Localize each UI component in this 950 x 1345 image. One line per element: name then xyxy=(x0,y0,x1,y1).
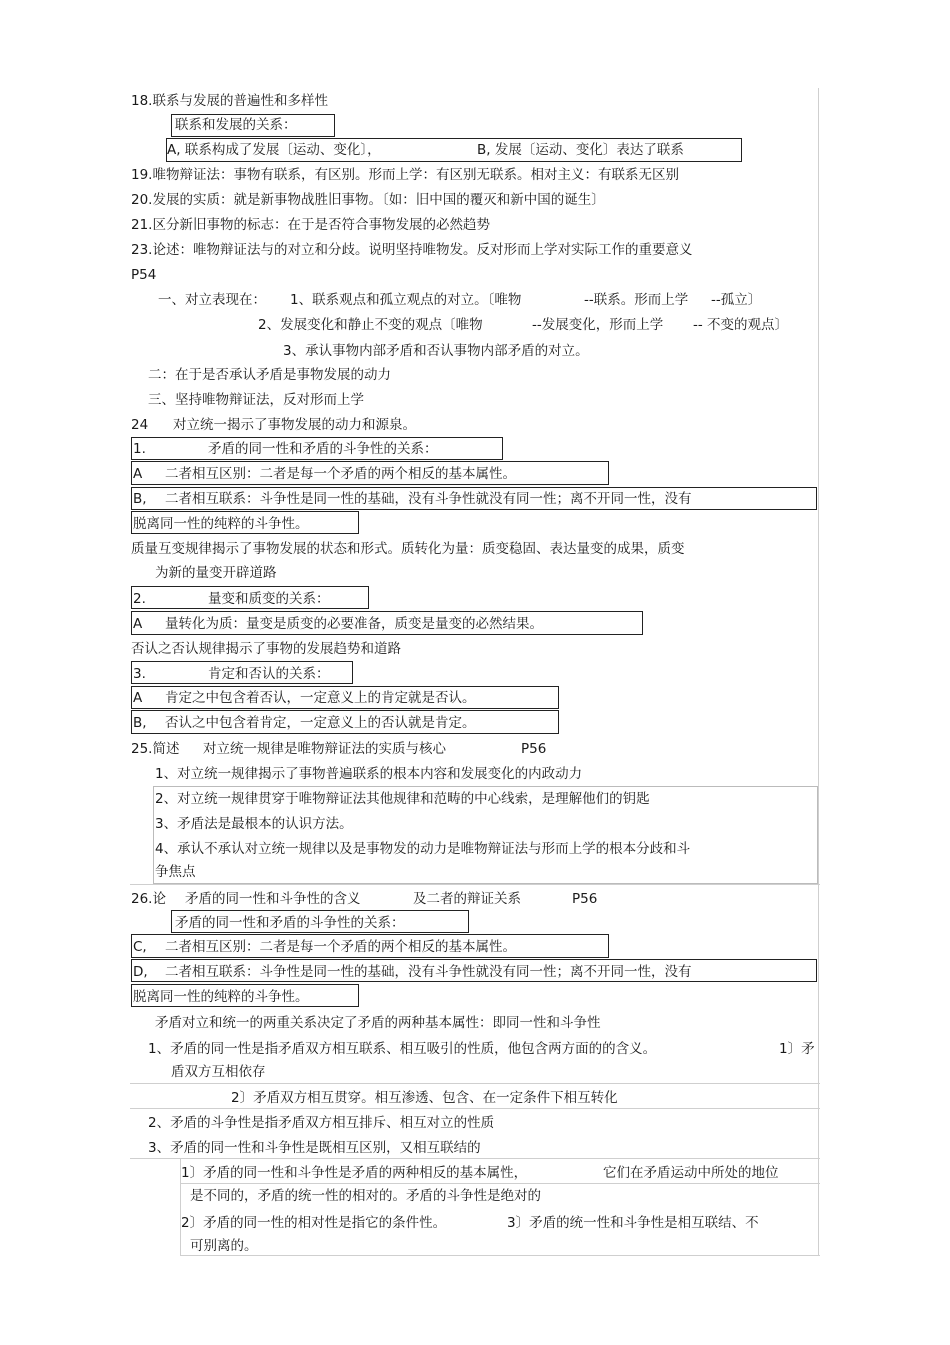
line-26-point-3-sub1-b: 它们在矛盾运动中所处的地位 xyxy=(603,1165,779,1181)
line-negation-3-text: 肯定和否认的关系： xyxy=(208,666,330,682)
line-opposition-2-b: --发展变化，形而上学 xyxy=(532,317,664,333)
line-26-point-1-tail: 1〕矛 xyxy=(779,1041,815,1057)
line-26-point-3-sub1-cont: 是不同的，矛盾的统一性的相对的。矛盾的斗争性是绝对的 xyxy=(190,1188,541,1204)
line-quantity-a-text: 量转化为质：量变是质变的必要准备，质变是量变的必然结果。 xyxy=(165,616,543,632)
line-opposition-1: 1、联系观点和孤立观点的对立。〔唯物 xyxy=(290,292,522,308)
line-negation-a-num: A xyxy=(133,690,143,706)
line-26-c-num: C, xyxy=(133,939,147,955)
line-relation-b: B, 发展〔运动、变化〕表达了联系 xyxy=(477,142,684,158)
line-25-point-1: 1、对立统一规律揭示了事物普遍联系的根本内容和发展变化的内政动力 xyxy=(155,766,583,782)
line-25-text: 对立统一规律是唯物辩证法的实质与核心 xyxy=(203,741,446,757)
row-rule-2 xyxy=(130,1108,820,1109)
row-rule-4 xyxy=(180,1183,820,1184)
line-26-intro: 矛盾对立和统一的两重关系决定了矛盾的两种基本属性：即同一性和斗争性 xyxy=(155,1015,601,1031)
row-rule-3 xyxy=(130,1158,820,1159)
line-26-heading: 矛盾的同一性和矛盾的斗争性的关系： xyxy=(175,915,405,931)
line-25-point-3: 3、矛盾法是最根本的认识方法。 xyxy=(155,816,353,832)
line-26-point-1: 1、矛盾的同一性是指矛盾双方相互联系、相互吸引的性质，他包含两方面的的含义。 xyxy=(148,1041,657,1057)
line-p54: P54 xyxy=(131,267,157,283)
line-quantity-a-num: A xyxy=(133,616,143,632)
line-26-d-cont: 脱离同一性的纯粹的斗争性。 xyxy=(133,989,309,1005)
section-divider-rule xyxy=(130,884,820,885)
line-opposition-2: 2、发展变化和静止不变的观点〔唯物 xyxy=(258,317,483,333)
line-24-a-num: A xyxy=(133,466,143,482)
line-26-point-2: 2、矛盾的斗争性是指矛盾双方相互排斥、相互对立的性质 xyxy=(148,1115,495,1131)
line-negation-b-num: B, xyxy=(133,715,147,731)
line-18-title: 18.联系与发展的普遍性和多样性 xyxy=(131,93,328,109)
line-24-a-text: 二者相互区别：二者是每一个矛盾的两个相反的基本属性。 xyxy=(165,466,516,482)
line-26-c-text: 二者相互区别：二者是每一个矛盾的两个相反的基本属性。 xyxy=(165,939,516,955)
line-25-point-4-cont: 争焦点 xyxy=(155,864,196,880)
line-26-num: 26.论 xyxy=(131,891,166,907)
line-24-number: 24 xyxy=(131,417,149,433)
line-19: 19.唯物辩证法：事物有联系，有区别。形而上学：有区别无联系。相对主义：有联系无区别 xyxy=(131,167,679,183)
line-point-3: 三、坚持唯物辩证法，反对形而上学 xyxy=(148,392,364,408)
line-quantity-2-num: 2. xyxy=(133,591,146,607)
line-opposition-3: 3、承认事物内部矛盾和否认事物内部矛盾的对立。 xyxy=(283,343,589,359)
line-quality-law: 质量互变规律揭示了事物发展的状态和形式。质转化为量：质变稳固、表达量变的成果，质变 xyxy=(131,541,685,557)
line-26-page: P56 xyxy=(572,891,598,907)
line-26-point-3-sub3: 3〕矛盾的统一性和斗争性是相互联结、不 xyxy=(507,1215,759,1231)
line-24-b-num: B, xyxy=(133,491,147,507)
line-25-point-4: 4、承认不承认对立统一规律以及是事物发的动力是唯物辩证法与形而上学的根本分歧和斗 xyxy=(155,841,691,857)
line-25-num: 25.简述 xyxy=(131,741,180,757)
line-20: 20.发展的实质：就是新事物战胜旧事物。〔如：旧中国的覆灭和新中国的诞生〕 xyxy=(131,192,605,208)
line-26-point-1-sub2: 2〕矛盾双方相互贯穿。相互渗透、包含、在一定条件下相互转化 xyxy=(231,1090,618,1106)
line-negation-b-text: 否认之中包含着肯定，一定意义上的否认就是肯定。 xyxy=(165,715,476,731)
right-margin-rule xyxy=(818,88,819,1256)
line-24-text: 对立统一揭示了事物发展的动力和源泉。 xyxy=(173,417,416,433)
line-25-page: P56 xyxy=(521,741,547,757)
line-26-d-text: 二者相互联系：斗争性是同一性的基础，没有斗争性就没有同一性；离不开同一性，没有 xyxy=(165,964,692,980)
line-23: 23.论述：唯物辩证法与的对立和分歧。说明坚持唯物发。反对形而上学对实际工作的重要意义 xyxy=(131,242,693,258)
line-quantity-2-text: 量变和质变的关系： xyxy=(208,591,330,607)
line-opposition-label: 一、对立表现在： xyxy=(158,292,266,308)
line-negation-3-num: 3. xyxy=(133,666,146,682)
row-rule-5 xyxy=(180,1255,820,1256)
row-rule-1 xyxy=(130,1083,820,1084)
line-25-point-2: 2、对立统一规律贯穿于唯物辩证法其他规律和范畴的中心线索，是理解他们的钥匙 xyxy=(155,791,650,807)
line-26-point-3-sub1: 1〕矛盾的同一性和斗争性是矛盾的两种相反的基本属性， xyxy=(181,1165,528,1181)
line-26-point-3: 3、矛盾的同一性和斗争性是既相互区别，又相互联结的 xyxy=(148,1140,481,1156)
line-24-1-text: 矛盾的同一性和矛盾的斗争性的关系： xyxy=(208,441,438,457)
line-26-text: 矛盾的同一性和斗争性的含义 xyxy=(185,891,361,907)
line-21: 21.区分新旧事物的标志：在于是否符合事物发展的必然趋势 xyxy=(131,217,490,233)
line-relation-heading: 联系和发展的关系： xyxy=(175,117,297,133)
line-26-point-1-cont: 盾双方互相依存 xyxy=(171,1064,266,1080)
line-opposition-1-c: --孤立〕 xyxy=(711,292,762,308)
line-relation-a: A, 联系构成了发展〔运动、变化〕， xyxy=(167,142,381,158)
line-point-2: 二：在于是否承认矛盾是事物发展的动力 xyxy=(148,367,391,383)
line-24-b-text: 二者相互联系：斗争性是同一性的基础，没有斗争性就没有同一性；离不开同一性，没有 xyxy=(165,491,692,507)
line-negation-law: 否认之否认规律揭示了事物的发展趋势和道路 xyxy=(131,641,401,657)
line-24-1-num: 1. xyxy=(133,441,146,457)
line-26-d-num: D, xyxy=(133,964,148,980)
line-26-text-b: 及二者的辩证关系 xyxy=(413,891,521,907)
line-24-b-cont: 脱离同一性的纯粹的斗争性。 xyxy=(133,516,309,532)
line-negation-a-text: 肯定之中包含着否认，一定意义上的肯定就是否认。 xyxy=(165,690,476,706)
line-opposition-1-b: --联系。形而上学 xyxy=(584,292,689,308)
line-26-point-3-sub3-cont: 可别离的。 xyxy=(190,1238,258,1254)
line-26-point-3-sub2: 2〕矛盾的同一性的相对性是指它的条件性。 xyxy=(181,1215,447,1231)
line-opposition-2-c: -- 不变的观点〕 xyxy=(693,317,789,333)
line-quality-law-cont: 为新的量变开辟道路 xyxy=(155,565,277,581)
